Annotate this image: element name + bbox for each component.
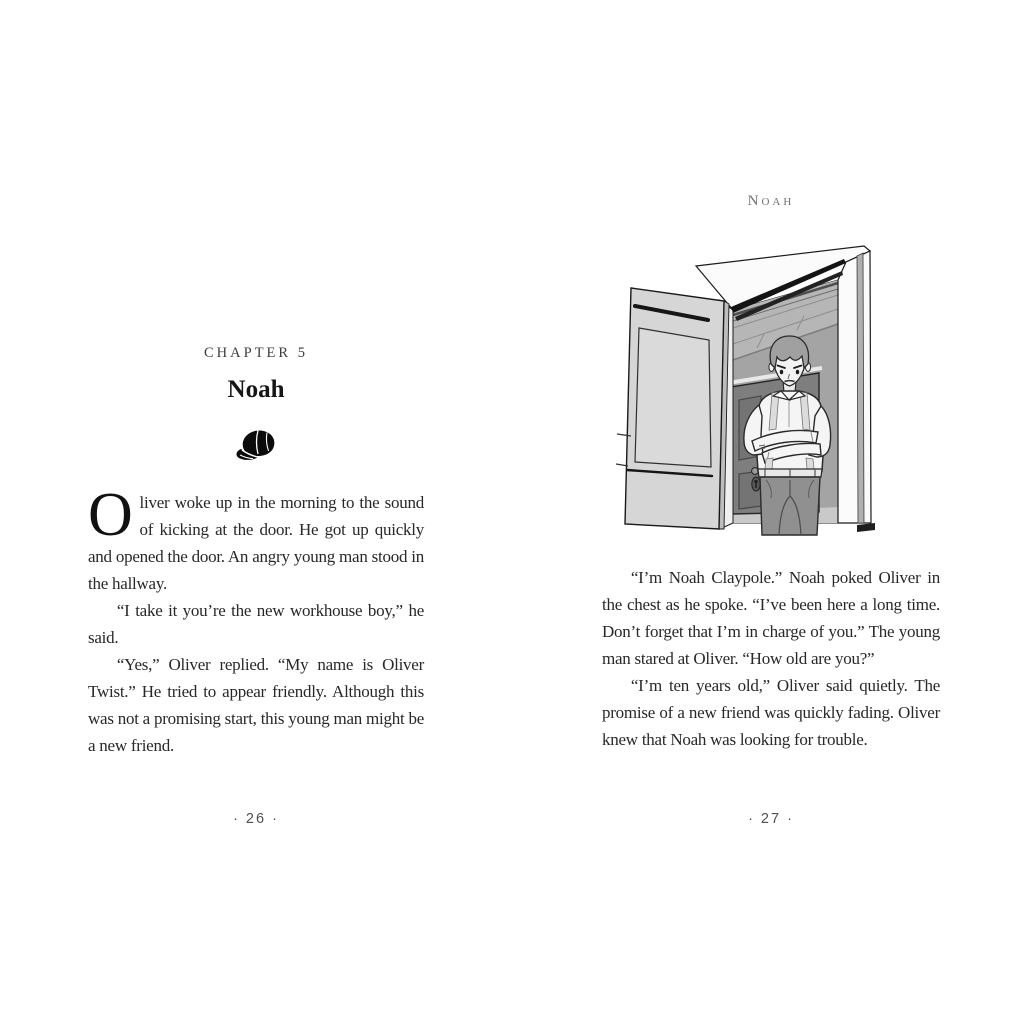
chapter-title: Noah (227, 376, 285, 403)
left-page-body (88, 481, 424, 759)
page-number-left: · 26 · (233, 811, 279, 827)
running-head: Noah (747, 193, 795, 209)
paragraph: “I’m ten years old,” Oliver said quietly. The promise of a new friend was quickly fading. Oliver knew that Noah was looking for trouble. (602, 676, 940, 749)
paragraph: “I take it you’re the new workhouse boy,” he said. (88, 601, 424, 647)
page-number-right: · 27 · (748, 811, 794, 827)
paragraph: Oliver woke up in the morning to the sound of kicking at the door. He got up quickly and opened the door. An angry young man stood in the hallway. (88, 481, 424, 593)
drop-cap: O (88, 481, 133, 549)
left-page (88, 0, 424, 1025)
flat-cap-icon (233, 426, 279, 466)
paragraph: “Yes,” Oliver replied. “My name is Oliver Twist.” He tried to appear friendly. Although this was not a promising start, this young man might be a new friend. (88, 655, 424, 755)
right-page-body (602, 564, 940, 753)
chapter-ornament (88, 426, 424, 471)
doorway-illustration (612, 240, 878, 536)
open-door (616, 288, 729, 529)
right-page (602, 0, 940, 1025)
paragraph: “I’m Noah Claypole.” Noah poked Oliver in the chest as he spoke. “I’ve been here a long time. Don’t forget that I’m in charge of you.” The young man stared at Oliver. “How old are you?” (602, 568, 940, 668)
chapter-label: CHAPTER 5 (204, 345, 308, 361)
